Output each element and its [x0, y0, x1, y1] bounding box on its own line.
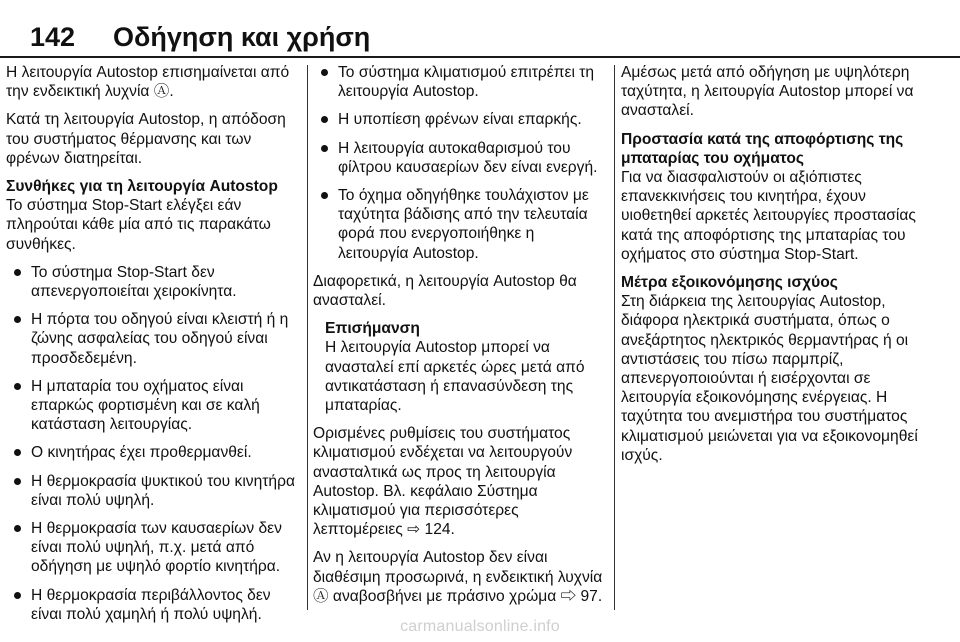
paragraph-power-saving: Στη διάρκεια της λειτουργίας Autostop, διάφορα ηλεκτρικά συστήματα, όπως ο ανεξάρτητος ηλεκτρικός θερμαντήρας ή οι αντιστάσεις του πίσω παρμπρίζ, απενεργοποιούνται ή εισέρχονται σε λειτουργία εξοικονόμησης ενέργειας. Η ταχύτητα του ανεμιστήρα του συστήματος κλιματισμού μειώνεται για να εξοικονομηθεί ισχύς. [621, 293, 918, 464]
paragraph-conditions-intro: Το σύστημα Stop-Start ελέγξει εάν πληρούται κάθε μία από τις παρακάτω συνθήκες. [6, 197, 271, 253]
bullet-icon [14, 316, 21, 323]
header-rule [0, 56, 960, 58]
note-box [313, 319, 609, 415]
section-heading-battery: Προστασία κατά της αποφόρτισης της μπαταρίας του οχήματος [621, 130, 904, 167]
column-divider [307, 65, 308, 610]
bullet-icon [14, 592, 21, 599]
note-body: Η λειτουργία Autostop μπορεί να ανασταλεί επί αρκετές ώρες μετά από αντικατάσταση ή επανασύνδεση της μπαταρίας. [325, 339, 585, 415]
bullet-icon [14, 269, 21, 276]
paragraph-battery: Για να διασφαλιστούν οι αξιόπιστες επανεκκινήσεις του κινητήρα, έχουν υιοθετηθεί αρκετές λειτουργίες προστασίας κατά της αποφόρτισης της μπαταρίας του οχήματος στο σύστημα Stop-Start. [621, 169, 916, 263]
bullet-icon [14, 478, 21, 485]
bullet-icon [321, 69, 328, 76]
list-item: Η μπαταρία του οχήματος είναι επαρκώς φορτισμένη και σε καλή κατάσταση λειτουργίας. [6, 377, 302, 435]
list-item: Η πόρτα του οδηγού είναι κλειστή ή η ζώνης ασφαλείας του οδηγού είναι προσδεδεμένη. [6, 310, 302, 368]
bullet-icon [14, 449, 21, 456]
list-item: Η υποπίεση φρένων είναι επαρκής. [313, 110, 609, 129]
watermark-text: carmanualsonline.info [400, 618, 560, 635]
bullet-icon [321, 192, 328, 199]
column-divider [614, 65, 615, 610]
note-heading: Επισήμανση [325, 320, 420, 338]
paragraph-otherwise: Διαφορετικά, η λειτουργία Autostop θα ανασταλεί. [313, 272, 577, 310]
list-item: Η λειτουργία αυτοκαθαρισμού του φίλτρου καυσαερίων δεν είναι ενεργή. [313, 139, 609, 177]
page-number: 142 [30, 22, 76, 52]
bullet-icon [14, 525, 21, 532]
list-item: Το όχημα οδηγήθηκε τουλάχιστον με ταχύτητα βάδισης από την τελευταία φορά που ενεργοποιήθηκε η λειτουργία Autostop. [313, 186, 609, 263]
list-item: Η θερμοκρασία των καυσαερίων δεν είναι πολύ υψηλή, π.χ. μετά από οδήγηση με υψηλό φορτίο κινητήρα. [6, 519, 302, 577]
column-3 [621, 63, 921, 474]
paragraph-high-speed: Αμέσως μετά από οδήγηση με υψηλότερη ταχύτητα, η λειτουργία Autostop μπορεί να ανασταλεί. [621, 64, 914, 120]
paragraph-unavailable: Αν η λειτουργία Autostop δεν είναι διαθέσιμη προσωρινά, η ενδεικτική λυχνία Ⓐ αναβοσβήνει με πράσινο χρώμα ⇨ 97. [313, 549, 603, 605]
paragraph-climate: Ορισμένες ρυθμίσεις του συστήματος κλιματισμού ενδέχεται να λειτουργούν ανασταλτικά ως προς τη λειτουργία Autostop. Βλ. κεφάλαιο Σύστημα κλιματισμού για περισσότερες λεπτομέρειες ⇨ 124. [313, 425, 573, 539]
list-item: Η θερμοκρασία ψυκτικού του κινητήρα είναι πολύ υψηλή. [6, 472, 302, 510]
section-heading-conditions: Συνθήκες για τη λειτουργία Autostop [6, 178, 278, 196]
bullet-icon [14, 383, 21, 390]
conditions-list-continued [313, 63, 609, 263]
list-item: Το σύστημα κλιματισμού επιτρέπει τη λειτουργία Autostop. [313, 63, 609, 101]
conditions-list [6, 263, 302, 624]
paragraph-indicator: Η λειτουργία Autostop επισημαίνεται από την ενδεικτική λυχνία Ⓐ. [6, 64, 290, 101]
page-title: Οδήγηση και χρήση [113, 22, 371, 52]
list-item: Η θερμοκρασία περιβάλλοντος δεν είναι πολύ χαμηλή ή πολύ υψηλή. [6, 586, 302, 624]
list-item: Το σύστημα Stop-Start δεν απενεργοποιείται χειροκίνητα. [6, 263, 302, 301]
column-2 [313, 63, 609, 615]
section-heading-power-saving: Μέτρα εξοικονόμησης ισχύος [621, 274, 838, 292]
bullet-icon [321, 145, 328, 152]
list-item: Ο κινητήρας έχει προθερμανθεί. [6, 443, 302, 462]
paragraph-performance: Κατά τη λειτουργία Autostop, η απόδοση του συστήματος θέρμανσης και των φρένων διατηρείται. [6, 111, 286, 167]
column-1 [6, 63, 302, 633]
bullet-icon [321, 116, 328, 123]
